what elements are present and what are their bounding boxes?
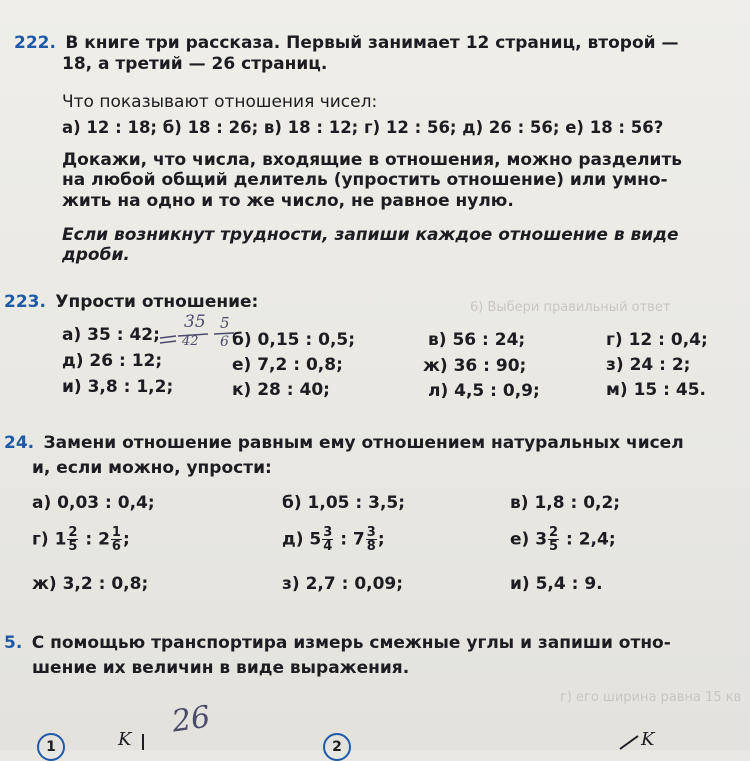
handwritten-denominator: 42 [182, 334, 199, 349]
problem-224-line1: 24. Замени отношение равным ему отношением натуральных чисел [4, 433, 684, 453]
exercise-item: к) 28 : 40; [232, 380, 330, 400]
exercise-item: и) 3,8 : 1,2; [62, 377, 174, 397]
figure-number-badge: 1 [37, 733, 65, 761]
problem-222-hint1: Если возникнут трудности, запиши каждое отношение в виде [62, 225, 679, 245]
exercise-item-fraction: е) 3 $\frac{2}{5}$ : 2,4; [510, 525, 616, 554]
handwritten-numerator: 35 [184, 312, 206, 332]
problem-222-text3: жить на одно и то же число, не равное нулю. [62, 191, 514, 211]
exercise-item: и) 5,4 : 9. [510, 574, 603, 594]
exercise-item: а) 35 : 42; [62, 325, 160, 345]
exercise-item: г) 12 : 0,4; [606, 330, 708, 350]
handwritten-note [158, 314, 238, 354]
problem-number: 5. [4, 633, 23, 653]
fraction: $\frac{3}{4}$ [323, 525, 333, 554]
exercise-item: м) 15 : 45. [606, 380, 706, 400]
exercise-item: а) 0,03 : 0,4; [32, 493, 155, 513]
exercise-item: б) 1,05 : 3,5; [282, 493, 406, 513]
angle-ray [142, 734, 144, 750]
bleed-through-text: 6) Выбери правильный ответ [470, 300, 671, 315]
problem-222-hint2: дроби. [62, 245, 130, 265]
exercise-item: е) 7,2 : 0,8; [232, 355, 343, 375]
angle-ray [618, 734, 640, 750]
exercise-item: в) 1,8 : 0,2; [510, 493, 621, 513]
problem-225-line1: 5. С помощью транспортира измерь смежные углы и запиши отно- [4, 633, 671, 653]
handwritten-number: 26 [169, 699, 213, 740]
fraction: $\frac{2}{5}$ [549, 525, 559, 554]
problem-222-items: а) 12 : 18; б) 18 : 26; в) 18 : 12; г) 12 : 56; д) 26 : 56; е) 18 : 56? [62, 118, 664, 137]
problem-225-line2: шение их величин в виде выражения. [32, 658, 410, 678]
problem-222-text1: Докажи, что числа, входящие в отношения, можно разделить [62, 150, 683, 170]
problem-224-line2: и, если можно, упрости: [32, 458, 272, 478]
exercise-item: з) 2,7 : 0,09; [282, 574, 404, 594]
problem-222-line2: 18, а третий — 26 страниц. [62, 54, 328, 74]
exercise-item: б) 0,15 : 0,5; [232, 330, 356, 350]
exercise-item: ж) 36 : 90; [423, 356, 527, 376]
exercise-item: з) 24 : 2; [606, 355, 691, 375]
problem-222-question: Что показывают отношения чисел: [62, 92, 378, 112]
fraction: $\frac{3}{8}$ [366, 525, 376, 554]
exercise-item-fraction: г) 1 $\frac{2}{5}$ : 2 $\frac{1}{6}$ ; [32, 525, 130, 554]
problem-222-text2: на любой общий делитель (упростить отношение) или умно- [62, 170, 668, 190]
fraction: $\frac{2}{5}$ [68, 525, 78, 554]
exercise-item-fraction: д) 5 $\frac{3}{4}$ : 7 $\frac{3}{8}$ ; [282, 525, 385, 554]
angle-vertex-label: K [641, 729, 655, 750]
problem-223-title: 223. Упрости отношение: [4, 292, 259, 312]
exercise-item: л) 4,5 : 0,9; [428, 381, 540, 401]
angle-vertex-label: K [118, 729, 132, 750]
handwritten-numerator: 5 [220, 314, 230, 332]
exercise-item: д) 26 : 12; [62, 351, 163, 371]
problem-number: 24. [4, 433, 35, 453]
bleed-through-text: г) его ширина равна 15 кв [560, 690, 742, 705]
fraction: $\frac{1}{6}$ [111, 525, 121, 554]
handwritten-denominator: 6 [220, 334, 229, 350]
figure-number-badge: 2 [323, 733, 351, 761]
problem-222-line1: 222. В книге три рассказа. Первый занимает 12 страниц, второй — [14, 33, 679, 53]
problem-number: 222. [14, 33, 56, 53]
problem-number: 223. [4, 292, 46, 312]
exercise-item: в) 56 : 24; [428, 330, 526, 350]
exercise-item: ж) 3,2 : 0,8; [32, 574, 149, 594]
